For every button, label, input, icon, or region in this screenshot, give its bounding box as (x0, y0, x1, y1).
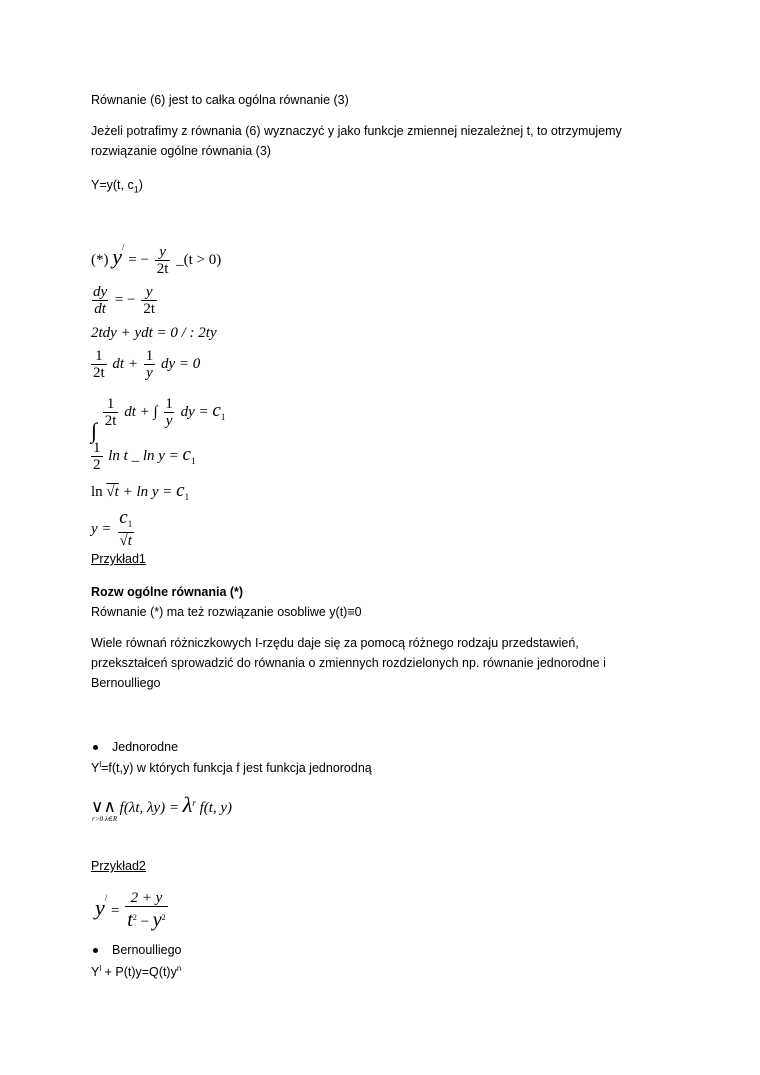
section-rozw (91, 582, 362, 622)
formula-text: Y=y(t, c (91, 178, 134, 192)
fraction-denominator (125, 906, 167, 933)
example-2-equation (95, 890, 170, 933)
formula-text: f(t, y) (199, 800, 233, 816)
fraction-numerator (117, 507, 134, 532)
fraction-numerator: y (159, 244, 166, 261)
example-2-label (91, 856, 146, 876)
formula-text: Y (91, 965, 100, 980)
superscript: r (192, 798, 196, 808)
fraction (163, 396, 175, 429)
equation-integral (91, 396, 226, 443)
math-var: t (127, 909, 133, 931)
constant-c: c (176, 480, 185, 501)
fraction-numerator: 1 (106, 396, 115, 412)
paragraph-line: Jeżeli potrafimy z równania (6) wyznaczyć y jako funkcje zmiennej niezależnej t, to otrzymujemy (91, 124, 622, 138)
bullet-icon (93, 745, 98, 750)
fraction (155, 244, 171, 277)
fraction (141, 284, 157, 317)
subscript: 1 (220, 411, 226, 422)
formula-text: + P(t)y=Q(t)y (101, 965, 177, 980)
fraction-numerator: 1 (145, 348, 154, 364)
superscript: 2 (161, 913, 166, 922)
equation-result (91, 507, 136, 549)
math-op: − (140, 914, 150, 930)
prime-mark: / (122, 242, 125, 252)
constant-c: c (212, 399, 221, 421)
bullet-text: Jednorodne (112, 740, 179, 754)
equation-dy-dt (91, 284, 159, 317)
math-op: = (111, 902, 120, 919)
math-op: = − (114, 291, 136, 308)
paragraph-text: Równanie (6) jest to całka ogólna równanie (3) (91, 93, 349, 107)
example-1-label (91, 549, 146, 569)
superscript: l (99, 760, 102, 769)
condition: _(t > 0) (176, 252, 222, 268)
math-term: + ln y = (122, 484, 173, 500)
fraction (125, 890, 167, 933)
math-term: dy = 0 (160, 355, 201, 372)
fraction-denominator: 2t (143, 301, 156, 317)
example-label-text: Przykład2 (91, 859, 146, 873)
fraction-numerator: 1 (95, 348, 103, 364)
math-var: y (152, 909, 162, 931)
subscript: r>0 λ∈R (92, 815, 118, 823)
lambda-symbol: λ (182, 792, 193, 817)
sqrt-term: √t (106, 484, 119, 500)
integral-sign: ∫ (91, 417, 98, 443)
paragraph-line: rozwiązanie ogólne równania (3) (91, 144, 271, 158)
equation-text: 2tdy + ydt = 0 / : 2ty (91, 325, 217, 341)
or-quantifier: ∨ (91, 797, 104, 816)
subscript: 1 (184, 492, 190, 502)
jednorodne-definition (91, 755, 372, 778)
fraction-denominator: 2t (93, 365, 105, 381)
prime-mark: / (104, 892, 108, 903)
math-term: dt + (112, 355, 138, 372)
fraction-denominator: 2t (104, 413, 117, 429)
constant-c: c (119, 507, 128, 528)
and-quantifier: ∧ (103, 797, 116, 816)
subscript: 1 (133, 184, 139, 195)
fraction-denominator: 2 (93, 457, 101, 473)
equation-label: (*) (91, 252, 109, 268)
superscript: l (99, 964, 102, 973)
equation-star (91, 242, 221, 277)
paragraph-line: przekształceń sprowadzić do równania o zmiennych rozdzielonych np. równanie jednorodne i (91, 656, 606, 670)
fraction-numerator: dy (93, 284, 108, 300)
fraction-denominator: y (165, 413, 173, 429)
formula-text: ) (138, 178, 143, 192)
math-term: dy = (180, 403, 209, 420)
paragraph-line: Bernoulliego (91, 676, 161, 690)
equation-log (91, 440, 195, 473)
bullet-icon (93, 948, 98, 953)
bullet-text: Bernoulliego (112, 943, 182, 957)
paragraph-wiele (91, 633, 606, 693)
quantifier-subscript (92, 815, 117, 823)
fraction-numerator: y (145, 284, 153, 300)
fraction-numerator: 2 + y (130, 890, 163, 906)
constant-c: c (182, 443, 191, 465)
fraction (91, 348, 107, 381)
subscript: 1 (190, 455, 196, 466)
fraction (144, 348, 156, 381)
fraction-denominator: dt (94, 301, 106, 317)
math-term: dt + ∫ (124, 403, 158, 420)
superscript: 2 (132, 913, 137, 922)
bullet-jednorodne (93, 737, 178, 757)
fraction-denominator: y (146, 365, 153, 381)
formula-text: =f(t,y) w których funkcja f jest funkcja jednorodną (101, 761, 372, 776)
superscript: n (176, 964, 182, 973)
paragraph-line: Wiele równań różniczkowych I-rzędu daje się za pomocą różnego rodzaju przedstawień, (91, 636, 579, 650)
section-heading: Rozw ogólne równania (*) (91, 585, 244, 599)
fraction (117, 507, 134, 549)
paragraph-calka-ogolna (91, 90, 349, 110)
fraction (91, 284, 109, 317)
math-term: ln t _ ln y = (108, 447, 179, 464)
fraction-denominator: √t (119, 533, 132, 549)
equation-separated (91, 348, 200, 381)
equation-multiplied (91, 325, 217, 342)
paragraph-wyznaczyc (91, 121, 622, 161)
subscript: 1 (127, 519, 133, 529)
math-var: y (95, 894, 105, 920)
formula-text: Y (91, 761, 100, 776)
fraction (91, 440, 103, 473)
math-term: ln (91, 484, 103, 500)
equation-ln-sqrt (91, 480, 189, 502)
math-term: y = (91, 520, 112, 537)
paragraph-line: Równanie (*) ma też rozwiązanie osobliwe y(t)≡0 (91, 605, 362, 619)
bullet-bernoulli (93, 940, 182, 960)
fraction-numerator: 1 (93, 440, 101, 456)
math-var: y (112, 244, 123, 269)
formula-text: f(λt, λy) = (119, 800, 180, 816)
general-solution-formula (91, 175, 143, 200)
fraction-denominator: 2t (156, 261, 169, 278)
math-op: = − (128, 252, 149, 268)
fraction (103, 396, 119, 429)
bernoulli-equation (91, 959, 181, 982)
fraction-numerator: 1 (165, 396, 173, 412)
example-label-text: Przykład1 (91, 552, 146, 566)
